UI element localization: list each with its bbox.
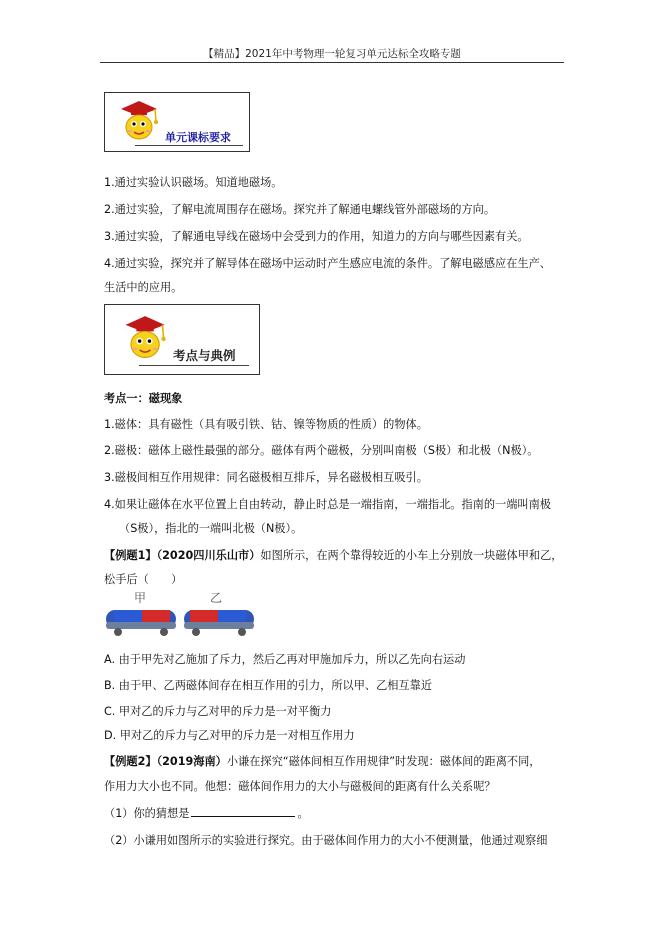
key-point: 2.磁极：磁体上磁性最强的部分。磁体有两个磁极，分别叫南极（S极）和北极（N极）。: [104, 444, 539, 457]
example1-stem: [104, 547, 562, 563]
answer-blank[interactable]: [191, 805, 295, 817]
requirement-item: 2.通过实验，了解电流周围存在磁场。探究并了解通电螺线管外部磁场的方向。: [104, 203, 496, 216]
key-point: 4.如果让磁体在水平位置上自由转动，静止时总是一端指南，一端指北。指南的一端叫南极: [104, 498, 551, 511]
banner-title: 考点与典例: [173, 348, 236, 363]
unit-requirements-banner: [104, 92, 250, 152]
header-rule: [100, 62, 564, 63]
example2-stem-cont: 作用力大小也不同。他想：磁体间作用力的大小与磁极间的距离有什么关系呢？: [104, 780, 496, 793]
requirement-item: 生活中的应用。: [104, 281, 183, 294]
banner-underline: [135, 145, 243, 146]
example-source: （2020四川乐山市）: [156, 549, 261, 562]
example-text: 如图所示，在两个靠得较近的小车上分别放一块磁体甲和乙，: [260, 549, 563, 562]
requirement-item: 1.通过实验认识磁场。知道地磁场。: [104, 176, 283, 189]
key-points-banner: [104, 304, 260, 375]
banner-title: 单元课标要求: [165, 131, 231, 144]
q1-prefix: （1）你的猜想是: [104, 807, 190, 820]
option-b: B. 由于甲、乙两磁体间存在相互作用的引力，所以甲、乙相互靠近: [104, 679, 433, 692]
requirement-item: 3.通过实验，了解通电导线在磁场中会受到力的作用，知道力的方向与哪些因素有关。: [104, 230, 529, 243]
label-yi: 乙: [209, 591, 223, 605]
magnet-carts-figure: [100, 588, 260, 640]
key-point: 3.磁极间相互作用规律：同名磁极相互排斥，异名磁极相互吸引。: [104, 471, 428, 484]
example1-stem-cont: 松手后（ ）: [104, 573, 183, 586]
label-jia: 甲: [133, 591, 147, 605]
example2-q1: [104, 805, 309, 821]
graduate-mascot-icon: [119, 311, 169, 367]
example2-stem: [104, 753, 541, 769]
page-header: 【精品】2021年中考物理一轮复习单元达标全攻略专题: [203, 48, 461, 60]
key-point: 1.磁体：具有磁性（具有吸引铁、钴、镍等物质的性质）的物体。: [104, 418, 428, 431]
requirement-item: 4.通过实验，探究并了解导体在磁场中运动时产生感应电流的条件。了解电磁感应在生产、: [104, 257, 551, 270]
key-point: （S极），指北的一端叫北极（N极）。: [119, 522, 303, 535]
example2-q2: （2）小谦用如图所示的实验进行探究。由于磁体间作用力的大小不便测量，他通过观察细: [104, 834, 548, 847]
example-tag: 【例题2】: [104, 755, 157, 768]
option-a: A. 由于甲先对乙施加了斥力，然后乙再对甲施加斥力，所以乙先向右运动: [104, 653, 466, 666]
option-c: C. 甲对乙的斥力与乙对甲的斥力是一对平衡力: [104, 705, 332, 718]
cart-jia: [106, 610, 176, 636]
q1-suffix: 。: [297, 807, 309, 820]
cart-yi: [184, 610, 254, 636]
example-text: 小谦在探究“磁体间相互作用规律”时发现：磁体间的距离不同，: [226, 755, 541, 768]
example-tag: 【例题1】: [104, 549, 157, 562]
section-heading: 考点一：磁现象: [104, 392, 183, 405]
option-d: D. 甲对乙的斥力与乙对甲的斥力是一对相互作用力: [104, 729, 355, 742]
example-source: （2019海南）: [156, 755, 227, 768]
banner-underline: [139, 365, 249, 366]
graduate-mascot-icon: [115, 97, 161, 147]
